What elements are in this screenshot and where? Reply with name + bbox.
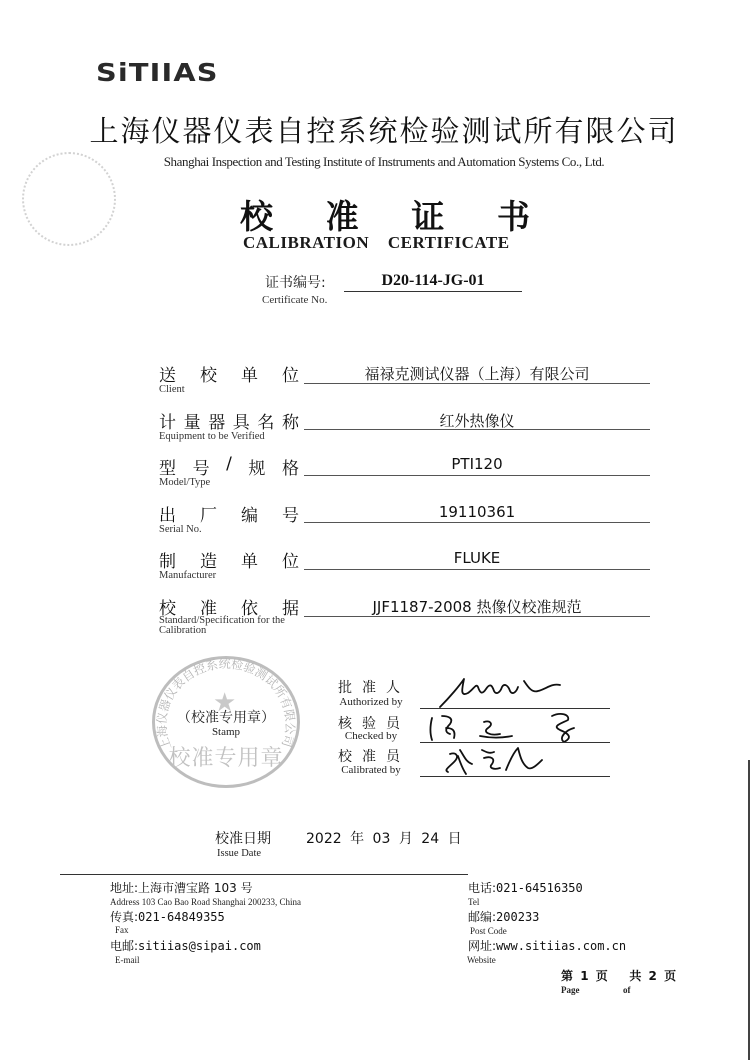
label-char: 制 <box>159 552 176 572</box>
footer-fax <box>110 908 225 925</box>
label-char: 据 <box>282 599 299 619</box>
label-char: 校 <box>159 599 176 619</box>
field-value-manufacturer: FLUKE <box>453 549 501 567</box>
field-underline <box>304 522 650 523</box>
label-char: 校 <box>200 366 217 386</box>
footer-fax-en: Fax <box>115 925 129 935</box>
field-underline <box>304 475 650 476</box>
page-prefix: 第 <box>561 969 574 983</box>
field-label-cn <box>159 408 299 433</box>
label-char: 准 <box>362 680 376 696</box>
footer-website <box>468 937 626 954</box>
certificate-title-cn <box>240 191 530 238</box>
handwritten-signature <box>420 675 610 709</box>
field-value-standard: JJF1187-2008 热像仪校准规范 <box>372 598 582 616</box>
stamp-label-en: Stamp <box>211 726 241 738</box>
of-label-en: of <box>623 985 631 995</box>
label-char: 校 <box>338 749 352 765</box>
address-value: 上海市漕宝路 103 号 <box>138 881 253 895</box>
field-underline <box>304 429 650 430</box>
footer-email-en: E-mail <box>115 955 140 965</box>
email-value: sitiias@sipai.com <box>138 939 261 953</box>
total-prefix: 共 <box>629 969 642 983</box>
tel-label: 电话: <box>468 881 497 895</box>
field-value-model: PTI120 <box>451 455 503 473</box>
label-char: 依 <box>241 599 258 619</box>
label-char: 具 <box>232 413 250 433</box>
issue-date-label-en: Issue Date <box>217 848 262 859</box>
faint-stamp-mark <box>22 152 116 246</box>
website-value: www.sitiias.com.cn <box>496 939 627 953</box>
label-char: 准 <box>200 599 217 619</box>
field-label-en: Standard/Specification for the Calibration <box>159 615 285 636</box>
date-year-unit: 年 <box>350 831 365 847</box>
label-char: 编 <box>241 506 258 526</box>
label-char: 号 <box>192 459 210 479</box>
field-underline <box>304 569 650 570</box>
stamp-ring-label: 上海仪器仪表自控系统检验测试所有限公司 <box>154 656 298 752</box>
page-unit: 页 <box>595 969 608 983</box>
footer-website-en: Website <box>467 955 496 965</box>
signature-label-en: Checked by <box>344 730 398 742</box>
label-char: 计 <box>159 413 176 433</box>
label-char: 位 <box>282 366 299 386</box>
date-month: 03 <box>372 831 391 847</box>
label-char: 量 <box>183 413 201 433</box>
email-label: 电邮: <box>110 939 139 953</box>
field-label-cn <box>159 547 299 572</box>
signature-label-cn <box>338 746 400 766</box>
issue-date-value <box>306 828 462 848</box>
label-char: 送 <box>159 366 176 386</box>
field-label-en: Equipment to be Verified <box>159 431 265 442</box>
website-label: 网址: <box>468 939 497 953</box>
label-char: 名 <box>257 413 275 433</box>
label-char: / <box>226 454 232 474</box>
footer-postcode <box>468 908 539 925</box>
label-char: 位 <box>282 552 299 572</box>
footer-email <box>110 937 261 954</box>
label-char: 规 <box>248 459 266 479</box>
field-underline <box>304 383 650 384</box>
label-char: 器 <box>208 413 226 433</box>
label-char: 员 <box>386 716 400 732</box>
field-label-en: Manufacturer <box>159 570 217 581</box>
page-indicator <box>561 967 676 984</box>
label-char: 核 <box>338 716 352 732</box>
postcode-label: 邮编: <box>468 910 497 924</box>
handwritten-signature <box>420 742 610 776</box>
certificate-no-value: D20-114-JG-01 <box>344 272 522 292</box>
page-total: 2 <box>648 969 657 983</box>
fax-label: 传真: <box>110 910 139 924</box>
title-char: 准 <box>325 197 359 236</box>
label-char: 批 <box>338 680 352 696</box>
footer-tel <box>468 879 583 896</box>
signature-label-en: Authorized by <box>339 696 403 708</box>
field-label-en: Serial No. <box>159 524 202 535</box>
org-name-cn: 上海仪器仪表自控系统检验测试所有限公司 <box>89 114 679 148</box>
label-char: 员 <box>386 749 400 765</box>
label-char: 称 <box>281 413 299 433</box>
label-char: 型 <box>159 459 176 479</box>
signature-line <box>420 776 610 777</box>
title-char: 校 <box>240 197 273 236</box>
footer-postcode-en: Post Code <box>470 926 507 936</box>
date-day: 24 <box>421 831 440 847</box>
field-value-serial: 19110361 <box>438 503 516 521</box>
label-char: 人 <box>386 680 400 696</box>
page-label-en: Page <box>561 985 580 995</box>
certificate-no-label-cn: 证书编号: <box>265 275 326 291</box>
date-month-unit: 月 <box>398 831 413 847</box>
stamp-bottom-text: 校准专用章 <box>168 746 284 771</box>
label-char: 格 <box>281 459 299 479</box>
address-label: 地址: <box>110 881 139 895</box>
label-char: 号 <box>282 506 299 526</box>
date-day-unit: 日 <box>447 831 462 847</box>
stamp-center-text: （校准专用章） <box>177 710 275 726</box>
field-label-cn <box>159 454 299 479</box>
title-char: 证 <box>411 197 445 236</box>
field-value-equipment: 红外热像仪 <box>439 412 515 430</box>
label-char: 准 <box>362 749 376 765</box>
field-label-cn <box>159 361 299 386</box>
footer-address-en: Address 103 Cao Bao Road Shanghai 200233, China <box>110 897 301 907</box>
footer-address <box>110 879 253 896</box>
label-char: 出 <box>159 506 176 526</box>
postcode-value: 200233 <box>496 910 540 924</box>
label-char: 造 <box>200 552 217 572</box>
handwritten-signature <box>420 708 610 742</box>
certificate-title-en: CALIBRATION CERTIFICATE <box>243 233 510 252</box>
field-value-client: 福禄克测试仪器（上海）有限公司 <box>364 365 590 383</box>
total-unit: 页 <box>664 969 677 983</box>
signature-label-en: Calibrated by <box>341 764 401 776</box>
label-char: 单 <box>241 366 258 386</box>
footer-divider <box>60 874 468 875</box>
certificate-no-label-en: Certificate No. <box>262 294 328 306</box>
field-label-en: Client <box>159 384 185 395</box>
page-current: 1 <box>580 969 589 983</box>
footer-tel-en: Tel <box>468 897 480 907</box>
fax-value: 021-64849355 <box>138 910 225 924</box>
star-icon: ★ <box>213 688 237 717</box>
tel-value: 021-64516350 <box>496 881 583 895</box>
field-underline <box>304 616 650 617</box>
label-char: 厂 <box>200 506 217 526</box>
org-name-en: Shanghai Inspection and Testing Institute of Instruments and Automation Systems Co., Ltd. <box>163 154 605 169</box>
company-logo: SiTIIAS <box>96 58 219 87</box>
label-char: 单 <box>241 552 258 572</box>
issue-date-label-cn: 校准日期 <box>215 831 271 847</box>
signature-label-cn <box>338 677 400 697</box>
date-year: 2022 <box>306 831 342 847</box>
title-char: 书 <box>496 197 530 236</box>
label-char: 验 <box>362 716 376 732</box>
field-label-en: Model/Type <box>159 477 211 488</box>
field-label-cn <box>159 501 299 526</box>
